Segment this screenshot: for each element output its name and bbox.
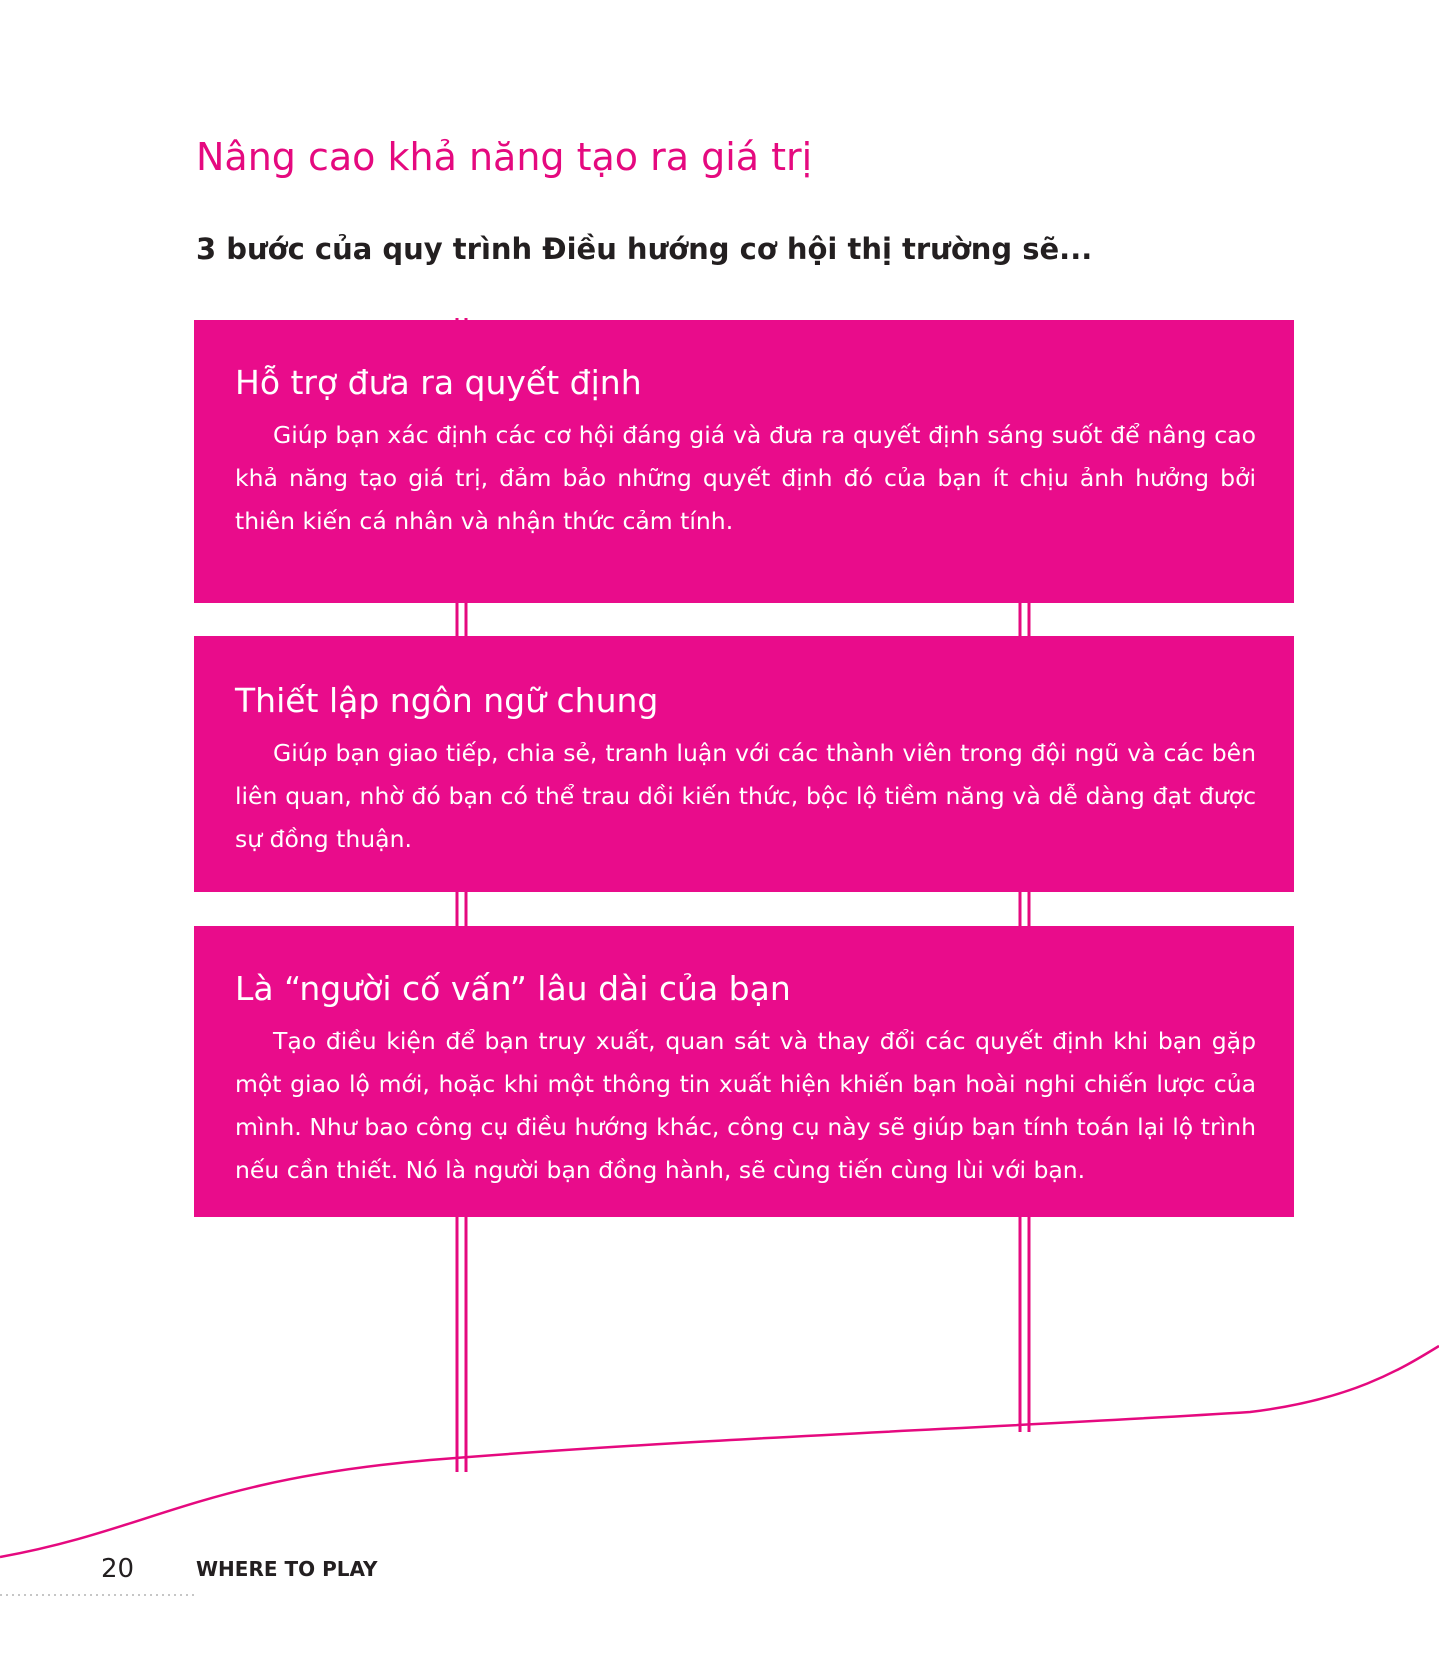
running-header: WHERE TO PLAY (196, 1557, 378, 1581)
sign-board-title: Hỗ trợ đưa ra quyết định (235, 363, 642, 402)
road-curve (0, 1346, 1439, 1557)
sign-board-long-term-advisor (194, 926, 1294, 1217)
sign-board-title: Thiết lập ngôn ngữ chung (235, 681, 659, 720)
sign-board-body: Giúp bạn giao tiếp, chia sẻ, tranh luận với các thành viên trong đội ngũ và các bên liên quan, nhờ đó bạn có thể trau dồi kiến thức, bộc lộ tiềm năng và dễ dàng đạt được sự đồng thuận. (235, 739, 1256, 853)
sign-board-decision-support (194, 320, 1294, 603)
sign-board-body: Giúp bạn xác định các cơ hội đáng giá và đưa ra quyết định sáng suốt để nâng cao khả năng tạo giá trị, đảm bảo những quyết định đó của bạn ít chịu ảnh hưởng bởi thiên kiến cá nhân và nhận thức cảm tính. (235, 421, 1256, 535)
sign-board-title: Là “người cố vấn” lâu dài của bạn (235, 969, 791, 1008)
sign-board-common-language (194, 636, 1294, 892)
sign-board-body: Tạo điều kiện để bạn truy xuất, quan sát và thay đổi các quyết định khi bạn gặp một giao lộ mới, hoặc khi một thông tin xuất hiện khiến bạn hoài nghi chiến lược của mình. Như bao công cụ điều hướng khác, công cụ này sẽ giúp bạn tính toán lại lộ trình nếu cần thiết. Nó là người bạn đồng hành, sẽ cùng tiến cùng lùi với bạn. (235, 1027, 1256, 1184)
page-number: 20 (101, 1554, 135, 1584)
page-title: Nâng cao khả năng tạo ra giá trị (196, 135, 813, 179)
page-subtitle: 3 bước của quy trình Điều hướng cơ hội thị trường sẽ... (196, 232, 1093, 266)
